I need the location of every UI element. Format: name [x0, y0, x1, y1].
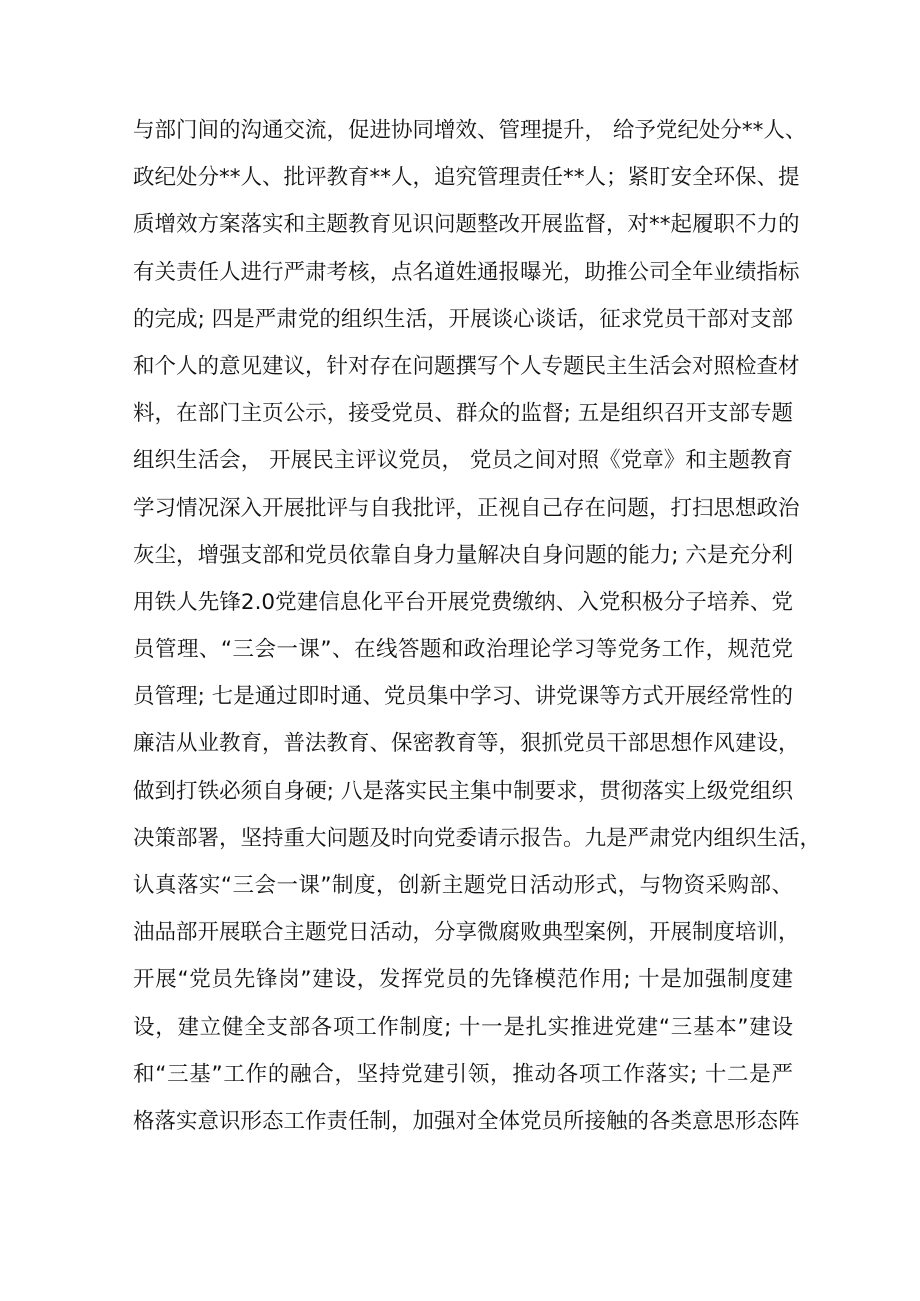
text-line: 与部门间的沟通交流，促进协同增效、管理提升， 给予党纪处分**人、 — [133, 118, 807, 143]
text-line: 廉洁从业教育，普法教育、保密教育等，狠抓党员干部思想作风建设， — [133, 731, 800, 757]
text-line: 员管理、“三会一课”、在线答题和政治理论学习等党务工作，规范党 — [133, 637, 793, 663]
text-line: 认真落实“三会一课”制度，创新主题党日活动形式，与物资采购部、 — [133, 873, 793, 898]
body-paragraph — [133, 107, 822, 1145]
text-line: 有关责任人进行严肃考核，点名道姓通报曝光，助推公司全年业绩指标 — [133, 259, 800, 285]
text-line: 决策部署，坚持重大问题及时向党委请示报告。九是严肃党内组织生活， — [133, 825, 822, 851]
text-line: 质增效方案落实和主题教育见识问题整改开展监督，对**起履职不力的 — [133, 212, 800, 238]
text-line: 和个人的意见建议，针对存在问题撰写个人专题民主生活会对照检查材 — [133, 353, 800, 379]
text-line: 学习情况深入开展批评与自我批评，正视自己存在问题，打扫思想政治 — [133, 495, 800, 521]
text-line: 做到打铁必须自身硬; 八是落实民主集中制要求，贯彻落实上级党组织 — [133, 778, 793, 804]
text-line: 员管理; 七是通过即时通、党员集中学习、讲党课等方式开展经常性的 — [133, 684, 793, 710]
text-line: 组织生活会， 开展民主评议党员， 党员之间对照《党章》和主题教育 — [133, 448, 793, 474]
text-line: 设，建立健全支部各项工作制度; 十一是扎实推进党建“三基本”建设 — [133, 1014, 793, 1040]
text-line: 料，在部门主页公示，接受党员、群众的监督; 五是组织召开支部专题 — [133, 401, 793, 427]
text-line: 和“三基”工作的融合，坚持党建引领，推动各项工作落实; 十二是严 — [133, 1061, 793, 1087]
text-line: 格落实意识形态工作责任制，加强对全体党员所接触的各类意思形态阵 — [133, 1108, 800, 1134]
text-line: 用铁人先锋2.0党建信息化平台开展党费缴纳、入党积极分子培养、党 — [133, 589, 793, 615]
text-line: 灰尘，增强支部和党员依靠自身力量解决自身问题的能力; 六是充分利 — [133, 542, 793, 568]
text-line: 的完成; 四是严肃党的组织生活，开展谈心谈话，征求党员干部对支部 — [133, 306, 793, 332]
text-line: 政纪处分**人、批评教育**人，追究管理责任**人；紧盯安全环保、提 — [133, 165, 800, 191]
text-line: 开展“党员先锋岗”建设，发挥党员的先锋模范作用; 十是加强制度建 — [133, 967, 793, 993]
text-line: 油品部开展联合主题党日活动，分享微腐败典型案例，开展制度培训， — [133, 920, 800, 946]
